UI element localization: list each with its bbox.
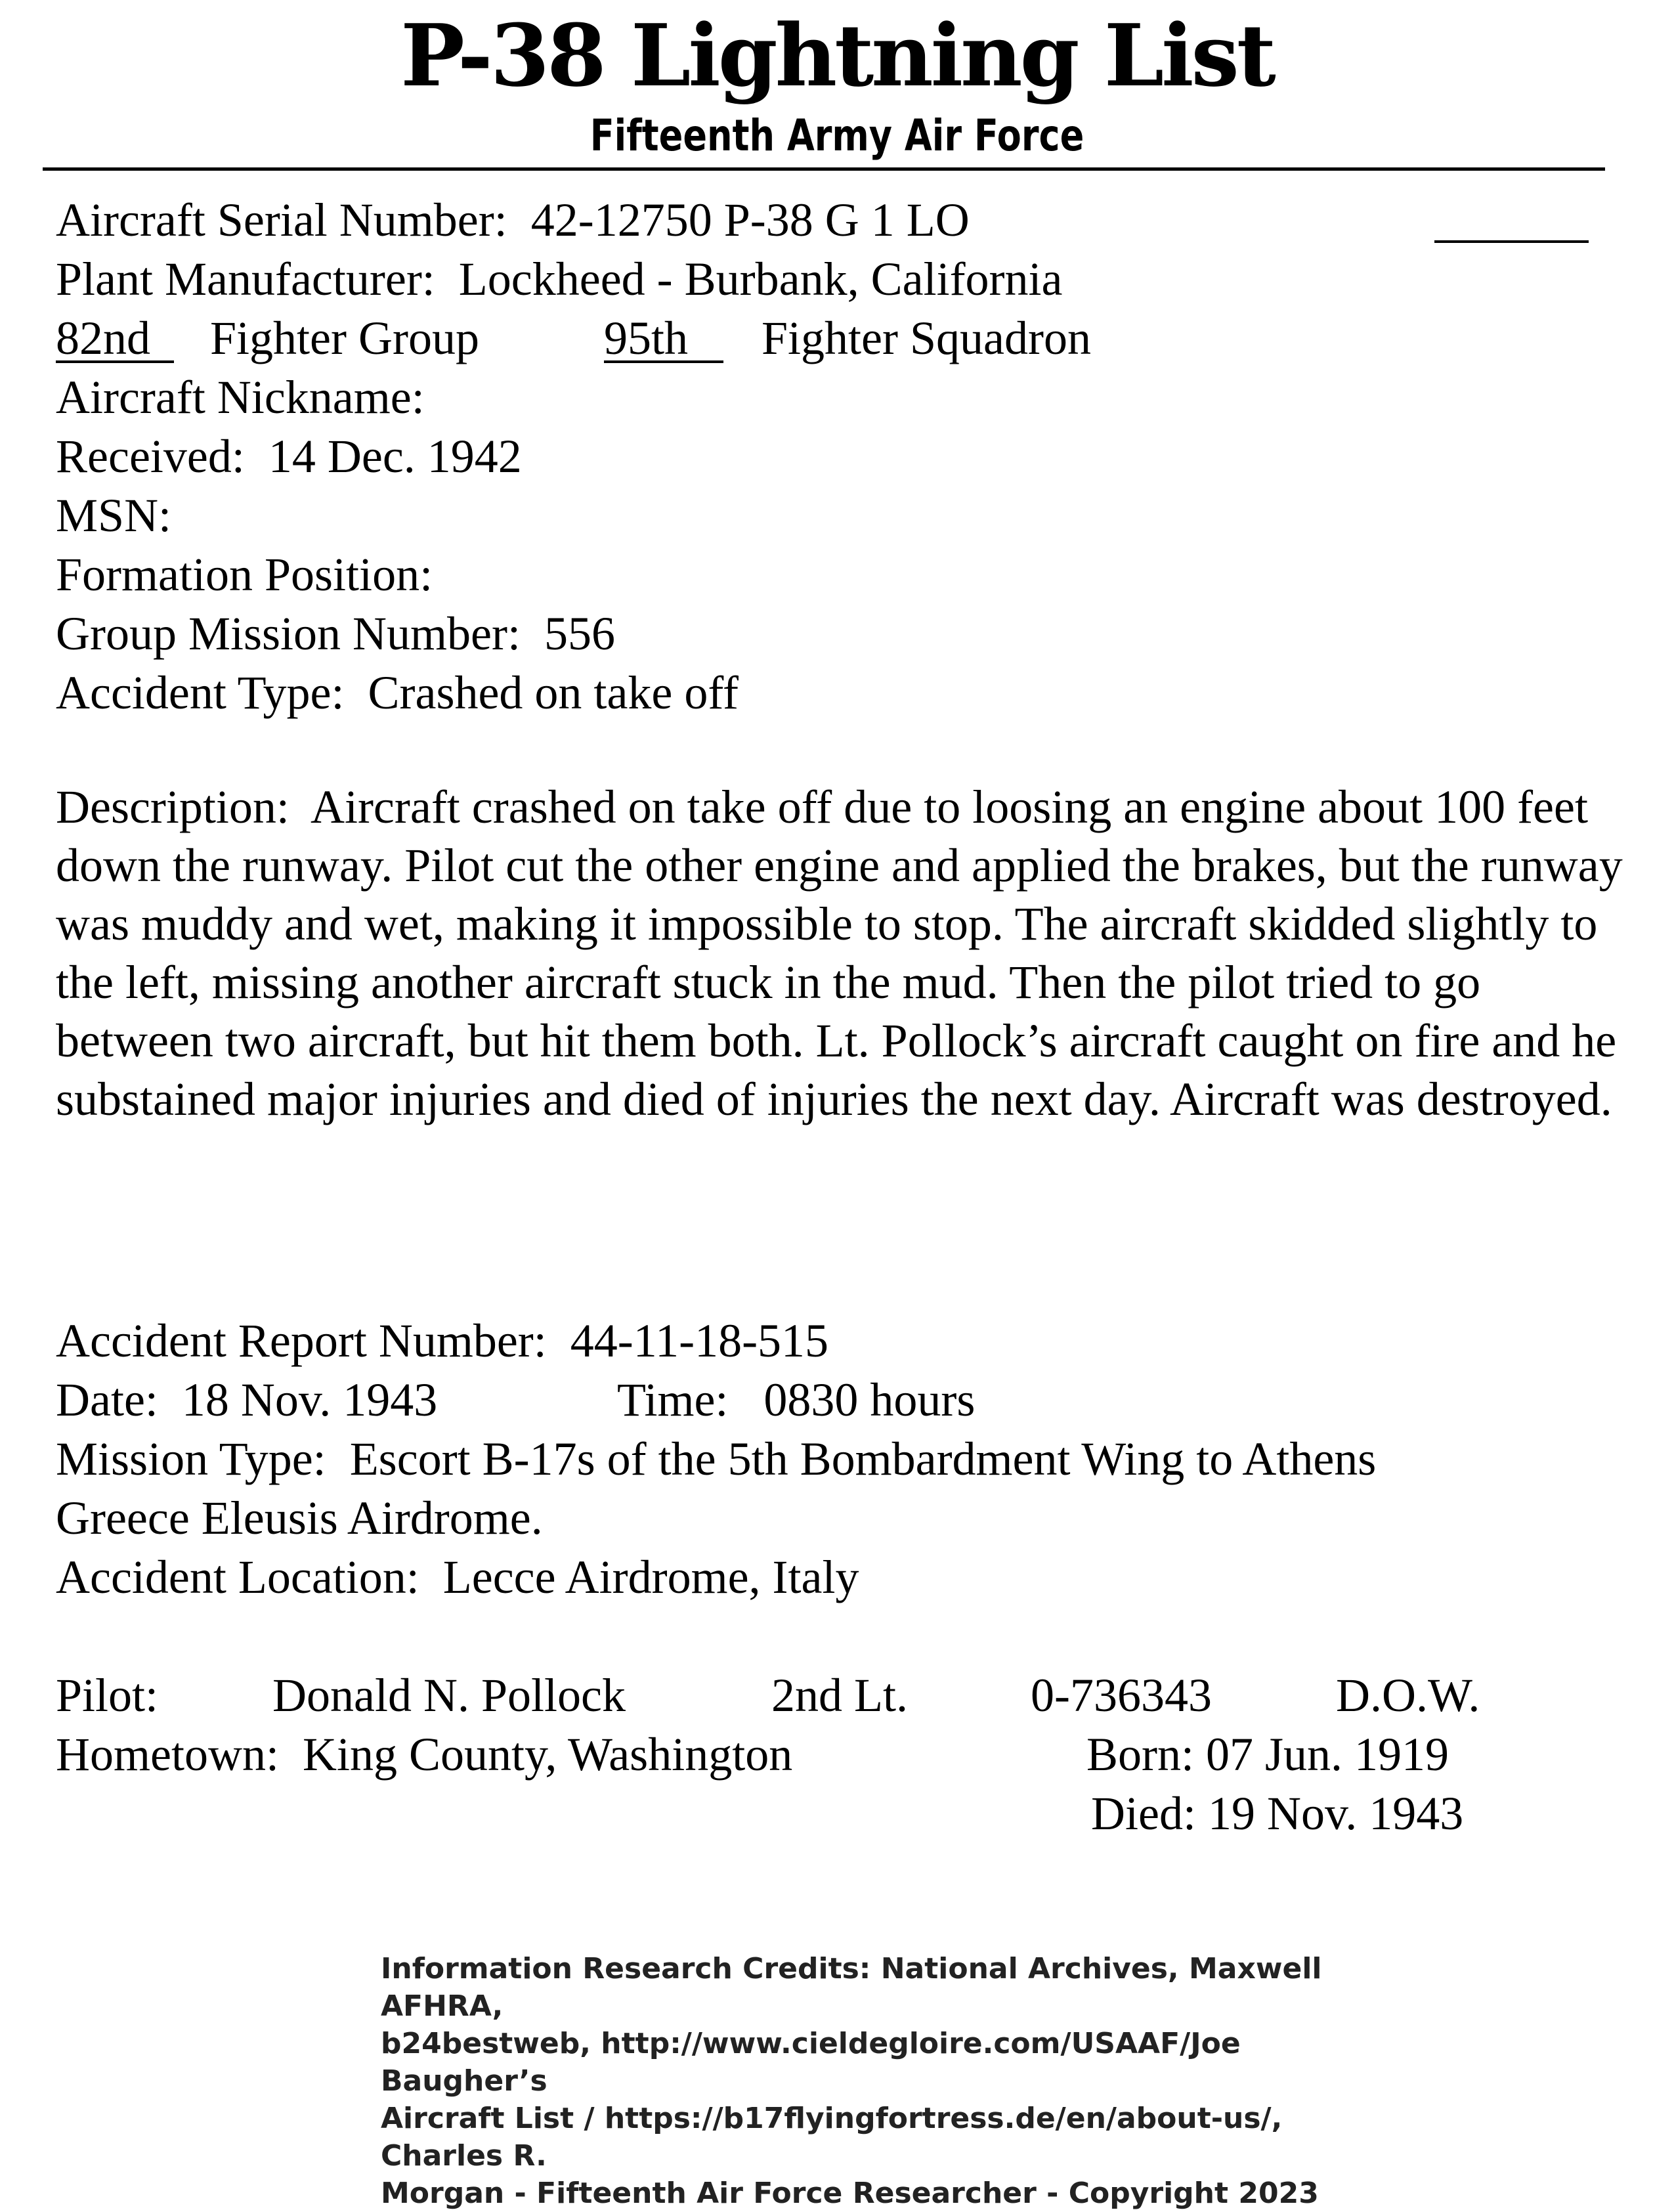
- msn-label: MSN:: [56, 489, 172, 542]
- formation-label: Formation Position:: [56, 548, 433, 601]
- page-subtitle: Fifteenth Army Air Force: [590, 110, 1084, 161]
- serial-value: 42-12750 P-38 G 1 LO: [530, 194, 970, 246]
- mission-number-label: Group Mission Number:: [56, 607, 521, 660]
- time-value: 0830 hours: [763, 1374, 976, 1426]
- hometown-value: King County, Washington: [302, 1728, 793, 1781]
- mission-type-continued: Greece Eleusis Airdrome.: [56, 1492, 543, 1544]
- pilot-born: Born: 07 Jun. 1919: [1086, 1728, 1449, 1781]
- squadron-value: 95th: [604, 312, 689, 364]
- blank-field-line: [1434, 240, 1589, 243]
- credits-line-3: Aircraft List / https://b17flyingfortress.de/en/about-us/, Charles R.: [381, 2102, 1283, 2173]
- nickname-label: Aircraft Nickname:: [56, 371, 425, 423]
- page-title: P-38 Lightning List: [400, 5, 1274, 106]
- pilot-name: Donald N. Pollock: [272, 1669, 626, 1722]
- mission-number-value: 556: [544, 607, 615, 660]
- squadron-label: Fighter Squadron: [762, 312, 1091, 364]
- credits-line-4: Morgan - Fifteenth Air Force Researcher - Copyright 2023: [381, 2177, 1319, 2210]
- description-block: [56, 778, 1631, 1129]
- hometown-label: Hometown:: [56, 1728, 279, 1781]
- received-label: Received:: [56, 430, 245, 483]
- pilot-status: D.O.W.: [1336, 1669, 1480, 1722]
- accident-type-row: [56, 663, 739, 722]
- manufacturer-value: Lockheed - Burbank, California: [458, 253, 1063, 305]
- mission-type-label: Mission Type:: [56, 1433, 326, 1485]
- report-label: Accident Report Number:: [56, 1314, 547, 1367]
- mission-type-row: [56, 1429, 1376, 1488]
- time-row: [617, 1370, 975, 1429]
- group-label: Fighter Group: [210, 312, 479, 364]
- pilot-rank: 2nd Lt.: [771, 1669, 908, 1722]
- date-value: 18 Nov. 1943: [181, 1374, 438, 1426]
- serial-row: [56, 190, 970, 249]
- mission-type-value: Escort B-17s of the 5th Bombardment Wing to Athens: [349, 1433, 1377, 1485]
- group-row: [56, 309, 174, 368]
- received-value: 14 Dec. 1942: [268, 430, 522, 483]
- pilot-label: Pilot:: [56, 1669, 159, 1722]
- group-value: 82nd: [56, 312, 150, 364]
- accident-type-label: Accident Type:: [56, 666, 345, 719]
- date-row: [56, 1370, 437, 1429]
- hometown-row: [56, 1725, 792, 1784]
- pilot-service-number: 0-736343: [1031, 1669, 1212, 1722]
- report-row: [56, 1311, 828, 1370]
- description-label: Description:: [56, 781, 290, 833]
- research-credits: [381, 1950, 1405, 2212]
- squadron-value-wrap: [604, 309, 723, 368]
- serial-label: Aircraft Serial Number:: [56, 194, 507, 246]
- description-text: Aircraft crashed on take off due to loosing an engine about 100 feet down the runway. Pilot cut the other engine and applied the brakes, but the runway was muddy and wet, making it impossible to stop. The aircraft skidded slightly to the left, missing another aircraft stuck in the mud. Then the pilot tried to go between two aircraft, but hit them both. Lt. Pollock’s aircraft caught on fire and he substained major injuries and died of injuries the next day. Aircraft was destroyed.: [56, 781, 1623, 1125]
- location-label: Accident Location:: [56, 1551, 419, 1603]
- time-label: Time:: [617, 1374, 729, 1426]
- manufacturer-row: [56, 249, 1062, 309]
- location-row: [56, 1548, 859, 1607]
- accident-type-value: Crashed on take off: [368, 666, 739, 719]
- mission-number-row: [56, 604, 615, 663]
- pilot-died: Died: 19 Nov. 1943: [1091, 1787, 1464, 1840]
- date-label: Date:: [56, 1374, 158, 1426]
- header-rule: [43, 167, 1605, 171]
- report-value: 44-11-18-515: [570, 1314, 829, 1367]
- location-value: Lecce Airdrome, Italy: [442, 1551, 859, 1603]
- credits-line-1: Information Research Credits: National Archives, Maxwell AFHRA,: [381, 1952, 1322, 2023]
- credits-line-2: b24bestweb, http://www.cieldegloire.com/USAAF/Joe Baugher’s: [381, 2027, 1241, 2098]
- manufacturer-label: Plant Manufacturer:: [56, 253, 435, 305]
- received-row: [56, 427, 522, 486]
